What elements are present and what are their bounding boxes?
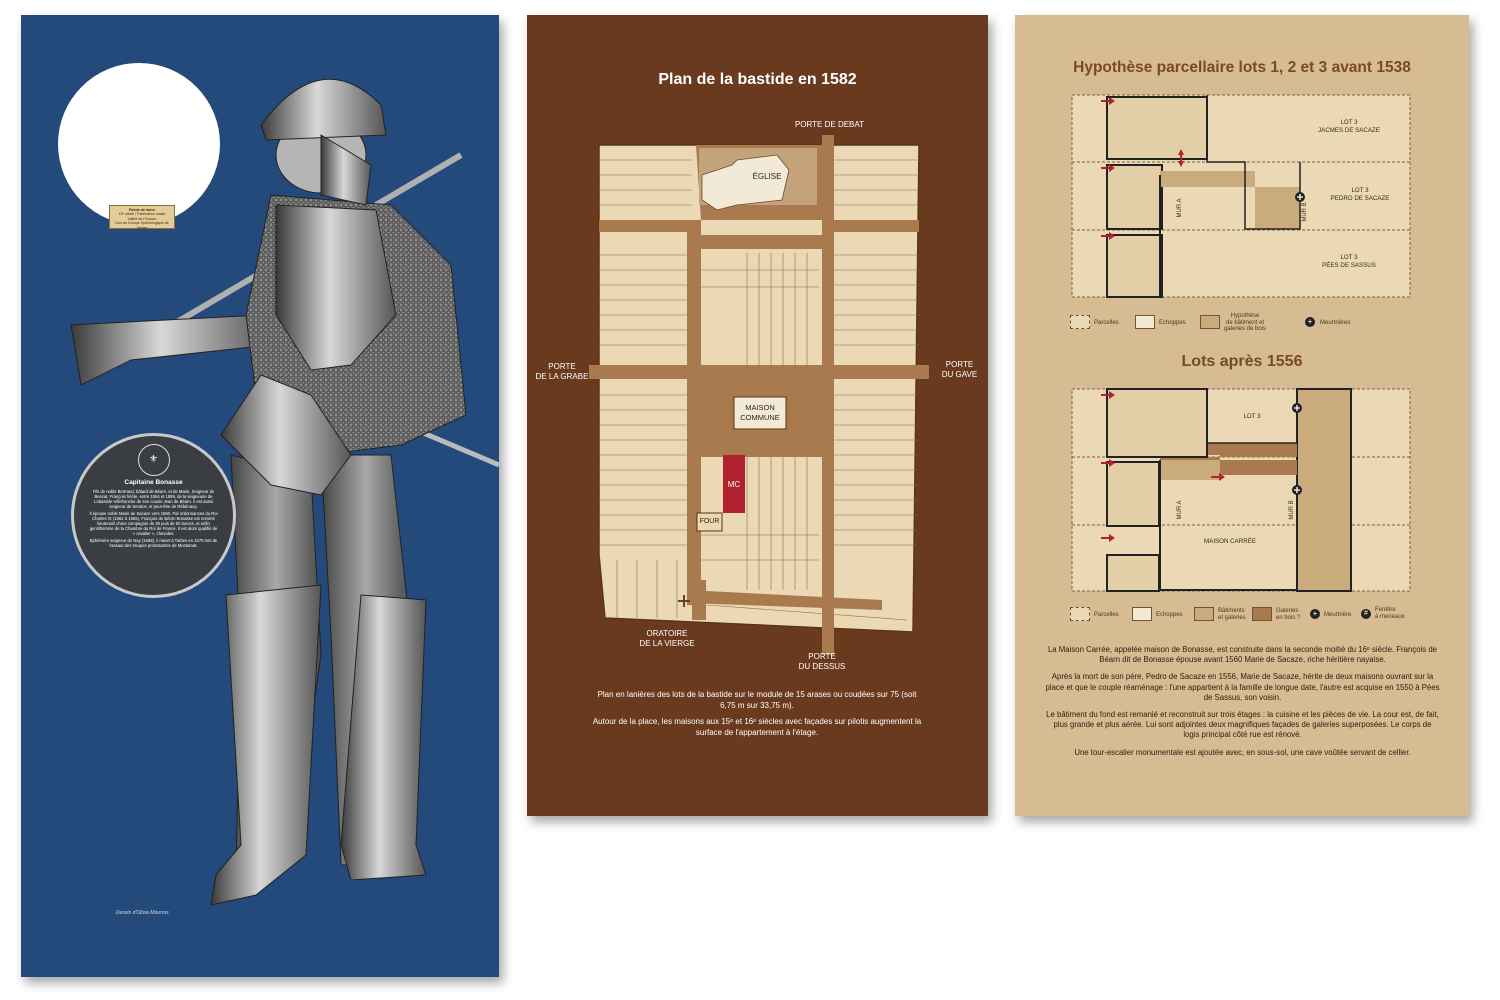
legend-line: Fenêtre — [1375, 607, 1396, 613]
caption-paragraph: Plan en lanières des lots de la bastide sur le module de 15 arases ou coudées sur 75 (soit 6,75 m sur 33,75 m). — [597, 690, 917, 710]
legend-line: Meurtrières — [1320, 320, 1351, 326]
gate-label-dessus — [782, 652, 862, 672]
description-text — [1045, 645, 1440, 765]
legend-line: en bois ? — [1276, 614, 1301, 621]
legend-text — [1375, 607, 1405, 620]
legend-line: Parcelles — [1094, 612, 1119, 618]
plate-line: Pointe de lance — [128, 208, 156, 212]
label-text: LOT 3 — [1340, 254, 1358, 261]
plate-line: Vallée de l'Ouzom — [127, 216, 157, 221]
plate-line: 16ᵉ siècle / Fabrication locale — [118, 212, 166, 217]
legend-text — [1324, 612, 1351, 619]
wall-a-label: MUR A — [1177, 198, 1183, 218]
label-text: LOT 3 — [1340, 119, 1358, 126]
label-text: MAISON — [745, 403, 775, 412]
lot3-label: LOT 3 — [1243, 413, 1261, 420]
mullion-window-icon: # — [1361, 609, 1371, 619]
town-hall-label — [734, 403, 786, 423]
legend-swatch-buildings — [1194, 607, 1214, 621]
gate-label-gave — [932, 360, 987, 380]
legend-text — [1276, 608, 1300, 621]
wall-b-label: MUR B — [1289, 500, 1295, 520]
biography-paragraph: Il épouse noble Marie de Sacaze vers 1560. Par ordonnances du Roi Charles IX (1562 à 1565), François de Béarn Bonasse est nommé lieutenant d'une compagnie de 30 puis de 50 lances, et enfin gentilhomme de la Chambre du Roi de France. Il est alors qualifié de « cavalier », chevalier. — [89, 511, 218, 536]
label-text: COMMUNE — [740, 413, 780, 422]
label-text: PORTE — [548, 362, 576, 371]
lots-after-title: Lots après 1556 — [1181, 353, 1303, 370]
description-paragraph: Une tour-escalier monumentale est ajoutée avec, en sous-sol, une cave voûtée servant de cellier. — [1074, 747, 1411, 757]
label-text: DU DESSUS — [798, 662, 846, 671]
legend-text — [1156, 612, 1183, 619]
legend-line: Meurtrière — [1324, 612, 1352, 618]
biography-paragraph: Ephémère seigneur de Nay (1569), il meurt à Tarbes en 1570 lors de l'assaut des troupes protestantes de Montamat. — [89, 538, 218, 548]
legend-line: et galeries — [1218, 614, 1246, 621]
legend-text — [1094, 612, 1119, 619]
biography-title: Capitaine Bonasse — [124, 479, 183, 486]
label-text: PORTE — [808, 652, 836, 661]
plan-caption — [592, 690, 922, 744]
label-text: PORTE DE DEBAT — [794, 120, 865, 129]
oven-label: FOUR — [699, 518, 720, 525]
legend-line: Bâtiments — [1218, 608, 1245, 614]
lots-panel — [1015, 15, 1469, 816]
legend-line: de bâtiment et — [1226, 319, 1265, 326]
loophole-icon: + — [1305, 317, 1315, 327]
caption-paragraph: Autour de la place, les maisons aux 15ᵉ et 16ᵉ siècles avec façades sur pilotis augmentent la surface de l'appartement à l'étage. — [592, 717, 922, 737]
legend-line: Echoppes — [1156, 612, 1183, 618]
plan-title: Plan de la bastide en 1582 — [658, 71, 857, 88]
legend-line: à meneaux — [1375, 613, 1405, 620]
legend-after — [1070, 605, 1430, 629]
legend-line: Echoppes — [1159, 320, 1186, 326]
legend-line: Hypothèse — [1230, 313, 1260, 319]
label-text: DE LA GRABE — [535, 372, 589, 381]
biography-paragraph: Fils de noble Bertrand, bâtard de Béarn, et de Marie, Seigneur de Bescat, François hérite, entre 1554 et 1559, de la seigneurie de Lobastide-Villefranche de son cousin Jean de Béarn. Il est aussi seigneur de Sendos, et peut-être de Rébénacq. — [92, 489, 215, 509]
description-paragraph: Après la mort de son père, Pedro de Sacaze en 1556, Marie de Sacaze, hérite de deux maisons ouvrant sur la place et que le couple réaménage : l'une appartient à la famille de longue date, l'autre est acquise en 1550 à Pées de Sassus, son voisin. — [1045, 672, 1440, 702]
maison-carree-marker: MC — [727, 480, 741, 489]
gate-label-debat — [777, 120, 882, 130]
plate-line: Don du Groupe Spéléologique de Tarbes — [115, 221, 169, 230]
legend-swatch-parcels — [1070, 607, 1090, 621]
coat-of-arms-icon: ⚜ — [138, 444, 170, 476]
biography-disc — [71, 433, 236, 598]
wall-a-label: MUR A — [1177, 500, 1183, 520]
loophole-icon: + — [1310, 609, 1320, 619]
label-text: LOT 3 — [1351, 187, 1369, 194]
legend-swatch-galleries — [1252, 607, 1272, 621]
legend-line: Parcelles — [1094, 320, 1119, 326]
soldier-panel — [21, 15, 499, 977]
legend-line: galeries de bois — [1224, 326, 1267, 332]
label-text: PORTE — [945, 360, 974, 369]
label-text: ORATOIRE — [646, 629, 688, 638]
town-plan-panel — [527, 15, 988, 816]
description-paragraph: La Maison Carrée, appelée maison de Bonasse, est construite dans la seconde moitié du 16ᵉ siècle. François de Béarn dit de Bonasse épouse avant 1560 Marie de Sacaze, riche héritière nayaise. — [1047, 645, 1438, 665]
label-text: DE LA VIERGE — [639, 639, 695, 648]
legend-swatch-shops — [1132, 607, 1152, 621]
legend-line: Galeries — [1276, 608, 1299, 614]
label-text: DU GAVE — [941, 370, 978, 379]
description-paragraph: Le bâtiment du fond est remanié et reconstruit sur trois étages : la cuisine et les pièces de vie. La cour est, de fait, plus grande et plus aérée. Lui sont adjointes deux magnifiques façades de galeries superposées. Le corps de logis principal côté rue est rénové. — [1046, 710, 1439, 740]
label-text: PÉES DE SASSUS — [1322, 262, 1376, 269]
church-label: ÉGLISE — [752, 172, 782, 181]
legend-text — [1218, 608, 1246, 621]
oratory-label — [622, 629, 712, 649]
gate-label-grabe — [527, 362, 597, 382]
lots-before-title: Hypothèse parcellaire lots 1, 2 et 3 avant 1538 — [1073, 59, 1411, 76]
maison-carree-label: MAISON CARRÉE — [1204, 538, 1256, 545]
label-text: JACMES DE SACAZE — [1318, 127, 1380, 134]
wall-b-label: MUR B — [1302, 202, 1308, 222]
label-text: PEDRO DE SACAZE — [1330, 195, 1390, 202]
illustration-credit: Dessin d'Olivia Mourrus — [116, 910, 169, 916]
